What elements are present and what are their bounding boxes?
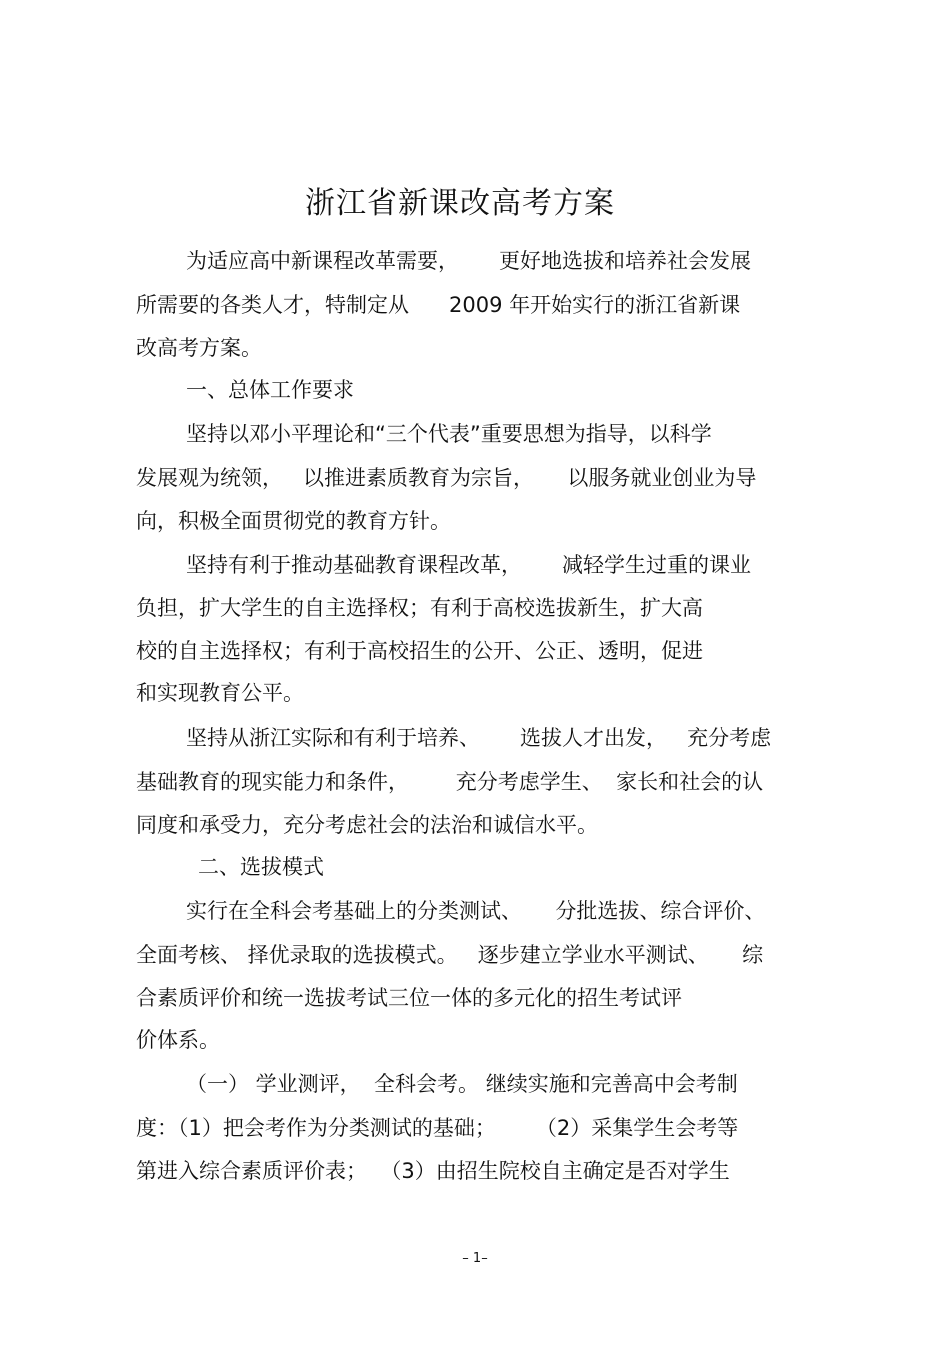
paragraph-line: 坚持以邓小平理论和“三个代表”重要思想为指导，以科学 [186, 422, 712, 446]
paragraph-line: 所需要的各类人才，特制定从 2009 年开始实行的浙江省新课 [136, 293, 741, 317]
paragraph-line: （一） 学业测评， 全科会考。 继续实施和完善高中会考制 [186, 1072, 738, 1096]
paragraph-line: 和实现教育公平。 [136, 681, 304, 705]
paragraph-line: 校的自主选择权；有利于高校招生的公开、公正、透明，促进 [136, 639, 703, 663]
paragraph-line: 合素质评价和统一选拔考试三位一体的多元化的招生考试评 [136, 986, 682, 1010]
paragraph-line: 负担，扩大学生的自主选择权；有利于高校选拔新生，扩大高 [136, 596, 703, 620]
paragraph-line: 同度和承受力，充分考虑社会的法治和诚信水平。 [136, 813, 598, 837]
paragraph-line: 价体系。 [136, 1028, 220, 1052]
paragraph-line: 第进入综合素质评价表； （3）由招生院校自主确定是否对学生 [136, 1159, 730, 1183]
paragraph-line: 坚持有利于推动基础教育课程改革， 减轻学生过重的课业 [186, 553, 752, 577]
paragraph-line: 坚持从浙江实际和有利于培养、 选拔人才出发， 充分考虑 [186, 726, 772, 750]
paragraph-line: 发展观为统领， 以推进素质教育为宗旨， 以服务就业创业为导 [136, 466, 757, 490]
paragraph-line: 实行在全科会考基础上的分类测试、 分批选拔、综合评价、 [186, 899, 766, 923]
paragraph-line: 改高考方案。 [136, 336, 262, 360]
paragraph-line: 度：（1）把会考作为分类测试的基础； （2）采集学生会考等 [136, 1116, 739, 1140]
paragraph-line: 向，积极全面贯彻党的教育方针。 [136, 509, 451, 533]
paragraph-line: 全面考核、 择优录取的选拔模式。 逐步建立学业水平测试、 综 [136, 943, 764, 967]
paragraph-line: 为适应高中新课程改革需要， 更好地选拔和培养社会发展 [186, 249, 752, 273]
document-title: 浙江省新课改高考方案 [305, 186, 615, 221]
section-heading: 一、总体工作要求 [186, 378, 354, 402]
page-number: – 1– [462, 1251, 488, 1266]
paragraph-line: 基础教育的现实能力和条件， 充分考虑学生、 家长和社会的认 [136, 770, 764, 794]
section-heading: 二、选拔模式 [198, 855, 324, 879]
